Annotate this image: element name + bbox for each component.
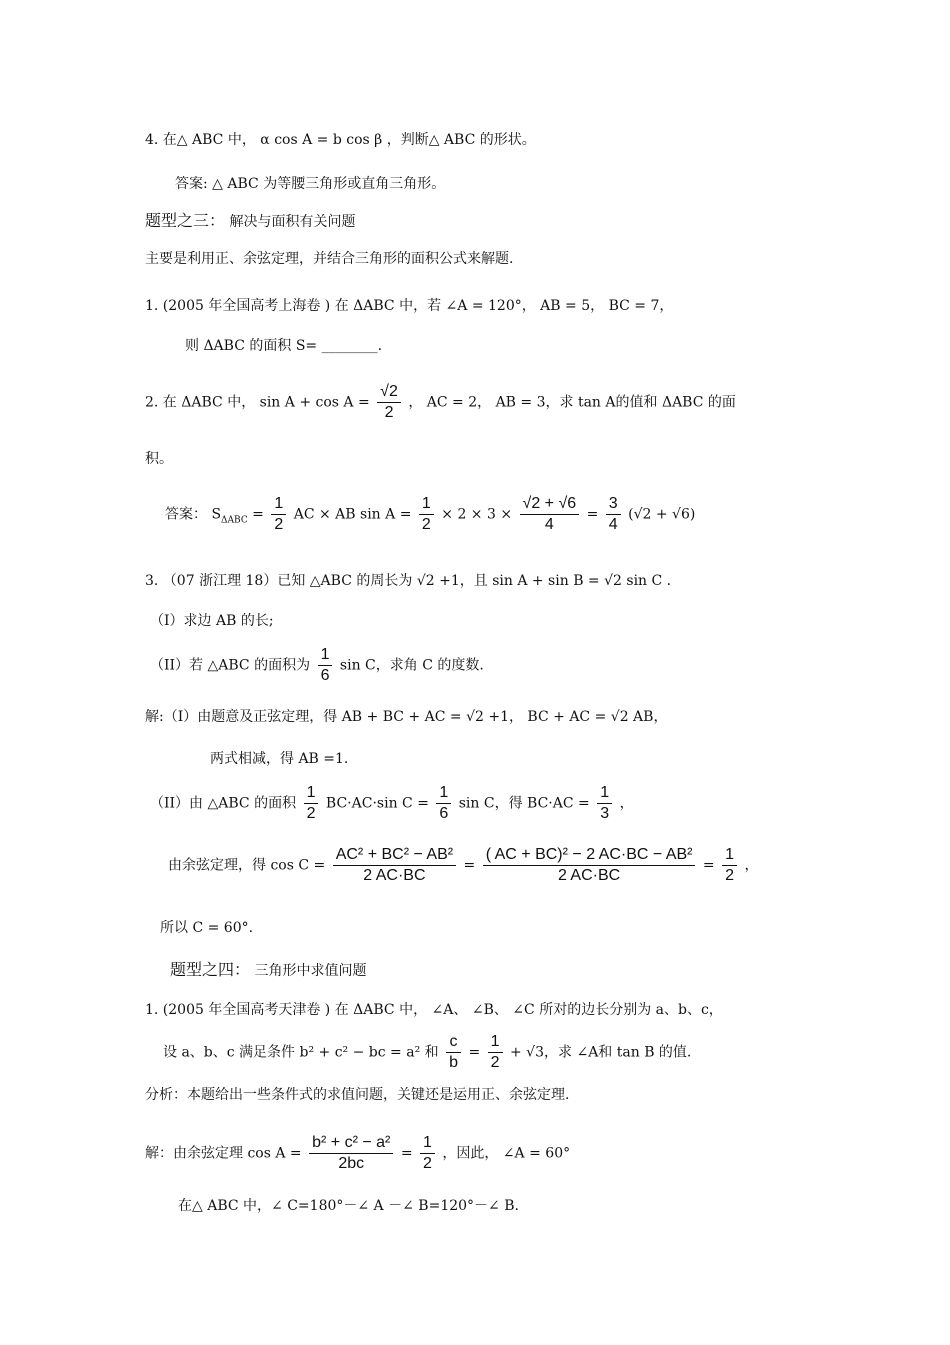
p2-post: ， AC = 2， AB = 3，求 tan A的值和 ΔABC 的面: [408, 394, 736, 411]
problem-3-3-part2: （II）若 △ABC 的面积为 $\frac{1}{6}$ sin C，求角 C 的度数.: [150, 646, 484, 684]
question-4: 4. 在△ ABC 中， α cos A = b cos β ，判断△ ABC 的形状。: [145, 132, 536, 148]
analysis-4-1: 分析：本题给出一些条件式的求值问题，关键还是运用正、余弦定理.: [145, 1087, 570, 1103]
p2-pre: 2. 在 ΔABC 中， sin A + cos A =: [145, 394, 370, 411]
solution-3-3-result: 所以 C = 60°.: [160, 920, 254, 936]
problem-3-1: 1. (2005 年全国高考上海卷 ) 在 ΔABC 中，若 ∠A = 120°， AB = 5， BC = 7，: [145, 298, 674, 314]
problem-4-1-cond: 设 a、b、c 满足条件 b² + c² − bc = a² 和 $\frac{c}{b}$ = $\frac{1}{2}$ + √3，求 ∠A和 tan B 的值.: [163, 1033, 692, 1071]
section-3-title: 题型之三：: [145, 211, 226, 230]
answer-4: 答案: △ ABC 为等腰三角形或直角三角形。: [175, 176, 446, 192]
problem-3-3: 3. （07 浙江理 18）已知 △ABC 的周长为 √2 +1，且 sin A + sin B = √2 sin C .: [145, 573, 672, 589]
section-3-desc: 解决与面积有关问题: [229, 214, 356, 230]
solution-4-1-step2: 在△ ABC 中，∠ C=180°－∠ A －∠ B=120°－∠ B.: [178, 1198, 519, 1214]
problem-3-2-cont: 积。: [145, 451, 173, 467]
solution-3-3-step3: （II）由 △ABC 的面积 $\frac{1}{2}$ BC·AC·sin C = $\frac{1}{6}$ sin C，得 BC·AC = $\frac{1}{3}$ ，: [150, 784, 634, 822]
problem-3-2: [145, 382, 736, 423]
section-3-heading: [145, 211, 355, 232]
solution-3-3-step2: 两式相减，得 AB =1.: [210, 751, 349, 767]
solution-3-3-step4: 由余弦定理，得 cos C = $\frac{\text{AC² + BC² − AB²}}{2 AC\cdot BC}$ = $\frac{\text{( AC + BC)² − 2 AC·BC − AB²}}{2 AC\cdot BC}$ = $\frac{1}{2}$ ，: [168, 846, 759, 884]
section-4-title: 题型之四：: [170, 960, 251, 979]
problem-3-1-ask: 则 ΔABC 的面积 S= ________.: [185, 338, 383, 354]
answer-3-2: 答案： $S_{\Delta ABC}$ = $\frac{1}{2}$ AC × AB sin A = $\frac{1}{2}$ × 2 × 3 × $\frac{√2 + √6}{4}$ = $\frac{3}{4}$ (√2 + √6): [165, 495, 696, 533]
problem-3-3-part1: （I）求边 AB 的长;: [150, 613, 274, 629]
p2-fraction: $\frac{√2}{2}$: [377, 382, 401, 423]
section-4-desc: 三角形中求值问题: [254, 963, 367, 979]
section-3-intro: 主要是利用正、余弦定理，并结合三角形的面积公式来解题.: [145, 251, 514, 267]
problem-4-1: 1. (2005 年全国高考天津卷 ) 在 ΔABC 中， ∠A、 ∠B、 ∠C 所对的边长分别为 a、b、c，: [145, 1002, 723, 1018]
solution-4-1-step1: 解：由余弦定理 cos A = $\frac{\text{b² + c² − a²}}{2bc}$ = $\frac{1}{2}$ ，因此， ∠A = 60°: [145, 1134, 571, 1172]
section-4-heading: [170, 960, 366, 981]
solution-3-3-step1: 解:（I）由题意及正弦定理，得 AB + BC + AC = √2 +1， BC + AC = √2 AB，: [145, 709, 668, 725]
